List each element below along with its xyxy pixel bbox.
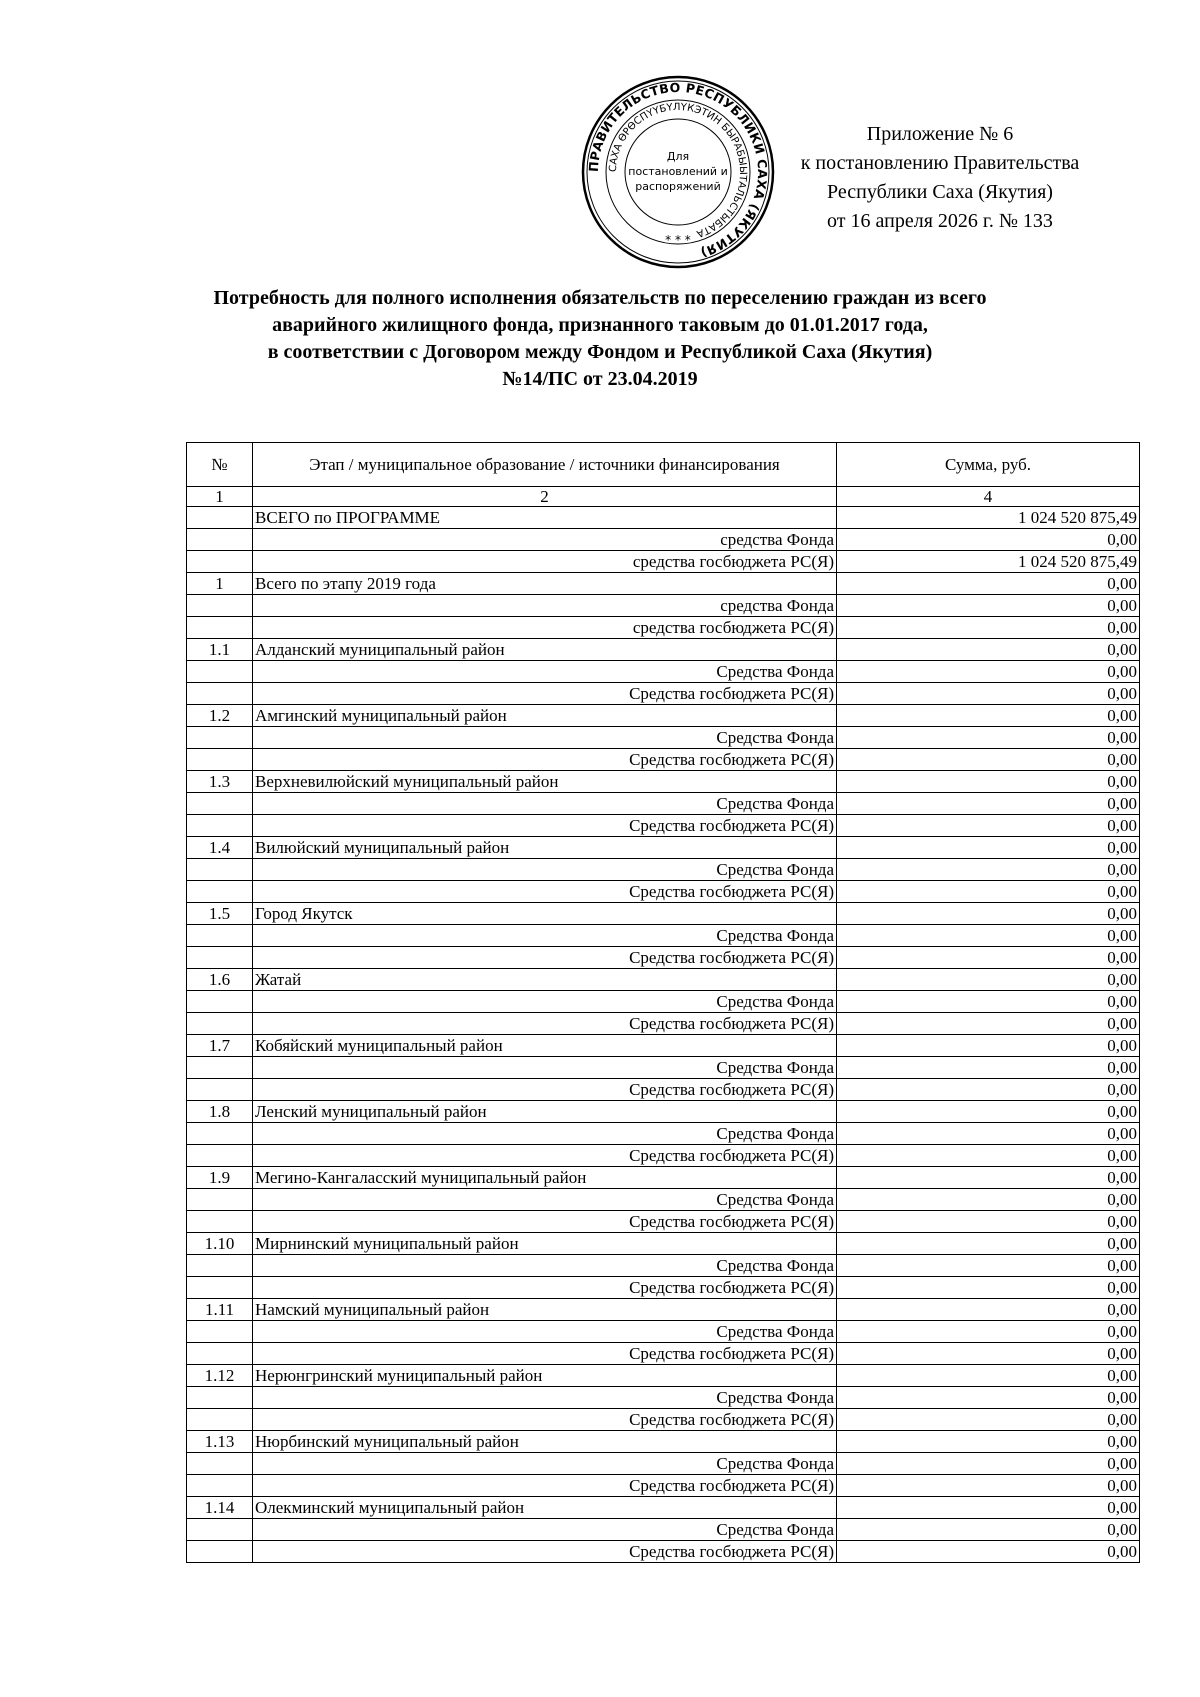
title-line-2: аварийного жилищного фонда, признанного таковым до 01.01.2017 года, (272, 314, 928, 336)
table-row (187, 1145, 1140, 1167)
row-sum: 0,00 (837, 881, 1140, 903)
table-row (187, 573, 1140, 595)
table-row (187, 859, 1140, 881)
table-row (187, 1079, 1140, 1101)
funding-source-label: средства Фонда (253, 595, 837, 617)
funding-table-body (187, 443, 1140, 1563)
row-number: 1.12 (187, 1365, 253, 1387)
row-number (187, 793, 253, 815)
row-number: 1.6 (187, 969, 253, 991)
row-label: ВСЕГО по ПРОГРАММЕ (253, 507, 837, 529)
row-label: Алданский муниципальный район (253, 639, 837, 661)
seal-outer-text: ПРАВИТЕЛЬСТВО РЕСПУБЛИКИ САХА (ЯКУТИЯ) (585, 79, 771, 261)
row-sum: 0,00 (837, 925, 1140, 947)
table-row (187, 837, 1140, 859)
row-sum: 0,00 (837, 1475, 1140, 1497)
table-row (187, 551, 1140, 573)
appendix-line-3: Республики Саха (Якутия) (827, 181, 1053, 203)
row-sum: 0,00 (837, 991, 1140, 1013)
row-sum: 1 024 520 875,49 (837, 551, 1140, 573)
table-header-row (187, 443, 1140, 487)
row-sum: 0,00 (837, 1519, 1140, 1541)
funding-source-label: Средства Фонда (253, 859, 837, 881)
row-number: 1.1 (187, 639, 253, 661)
table-row (187, 1453, 1140, 1475)
funding-source-label: Средства Фонда (253, 661, 837, 683)
table-row (187, 1123, 1140, 1145)
title-line-4: №14/ПС от 23.04.2019 (502, 368, 698, 390)
table-row (187, 903, 1140, 925)
row-sum: 0,00 (837, 1541, 1140, 1563)
row-sum: 1 024 520 875,49 (837, 507, 1140, 529)
row-number (187, 1277, 253, 1299)
row-number (187, 1013, 253, 1035)
appendix-line-2: к постановлению Правительства (800, 152, 1080, 174)
funding-source-label: Средства госбюджета РС(Я) (253, 1409, 837, 1431)
row-number (187, 1123, 253, 1145)
funding-source-label: Средства госбюджета РС(Я) (253, 881, 837, 903)
row-number (187, 1321, 253, 1343)
funding-source-label: Средства госбюджета РС(Я) (253, 1541, 837, 1563)
row-number (187, 1079, 253, 1101)
row-label: Всего по этапу 2019 года (253, 573, 837, 595)
table-row (187, 1277, 1140, 1299)
table-row (187, 1255, 1140, 1277)
row-sum: 0,00 (837, 1057, 1140, 1079)
row-sum: 0,00 (837, 947, 1140, 969)
table-row (187, 683, 1140, 705)
row-sum: 0,00 (837, 749, 1140, 771)
row-number (187, 859, 253, 881)
funding-source-label: Средства Фонда (253, 1123, 837, 1145)
row-sum: 0,00 (837, 859, 1140, 881)
table-row (187, 1189, 1140, 1211)
row-sum: 0,00 (837, 595, 1140, 617)
funding-source-label: Средства Фонда (253, 991, 837, 1013)
row-label: Нюрбинский муниципальный район (253, 1431, 837, 1453)
table-row (187, 529, 1140, 551)
row-number (187, 1189, 253, 1211)
row-number (187, 529, 253, 551)
row-number (187, 727, 253, 749)
row-sum: 0,00 (837, 1299, 1140, 1321)
table-row (187, 793, 1140, 815)
row-sum: 0,00 (837, 683, 1140, 705)
table-row (187, 1409, 1140, 1431)
table-row (187, 1299, 1140, 1321)
seal-center-line-2: постановлений и (628, 165, 728, 178)
row-label: Жатай (253, 969, 837, 991)
row-sum: 0,00 (837, 1431, 1140, 1453)
row-number (187, 661, 253, 683)
row-sum: 0,00 (837, 617, 1140, 639)
table-row (187, 1343, 1140, 1365)
table-row (187, 1497, 1140, 1519)
row-number (187, 991, 253, 1013)
row-label: Мирнинский муниципальный район (253, 1233, 837, 1255)
row-number (187, 1475, 253, 1497)
funding-source-label: Средства Фонда (253, 1453, 837, 1475)
row-number (187, 815, 253, 837)
funding-source-label: Средства госбюджета РС(Я) (253, 1145, 837, 1167)
funding-source-label: Средства Фонда (253, 793, 837, 815)
row-sum: 0,00 (837, 1387, 1140, 1409)
table-row (187, 815, 1140, 837)
funding-source-label: Средства госбюджета РС(Я) (253, 1079, 837, 1101)
funding-source-label: Средства госбюджета РС(Я) (253, 1343, 837, 1365)
table-row (187, 727, 1140, 749)
row-sum: 0,00 (837, 1167, 1140, 1189)
funding-source-label: Средства Фонда (253, 1255, 837, 1277)
table-row (187, 881, 1140, 903)
row-sum: 0,00 (837, 573, 1140, 595)
appendix-line-1: Приложение № 6 (866, 123, 1014, 145)
row-sum: 0,00 (837, 1233, 1140, 1255)
row-number: 1 (187, 573, 253, 595)
row-number (187, 683, 253, 705)
row-label: Ленский муниципальный район (253, 1101, 837, 1123)
row-label: Нерюнгринский муниципальный район (253, 1365, 837, 1387)
row-number (187, 1519, 253, 1541)
title-line-1: Потребность для полного исполнения обязательств по переселению граждан из всего (213, 287, 987, 309)
table-row (187, 1519, 1140, 1541)
row-number (187, 1145, 253, 1167)
row-label: Верхневилюйский муниципальный район (253, 771, 837, 793)
row-number (187, 1453, 253, 1475)
table-row (187, 1541, 1140, 1563)
table-row (187, 1321, 1140, 1343)
table-row (187, 1057, 1140, 1079)
column-number-1: 1 (187, 487, 253, 507)
row-sum: 0,00 (837, 1035, 1140, 1057)
table-row (187, 1035, 1140, 1057)
row-number: 1.13 (187, 1431, 253, 1453)
table-row (187, 661, 1140, 683)
table-row (187, 617, 1140, 639)
row-number (187, 947, 253, 969)
table-row (187, 639, 1140, 661)
row-number: 1.4 (187, 837, 253, 859)
seal-center-line-1: Для (666, 150, 690, 163)
row-sum: 0,00 (837, 1189, 1140, 1211)
funding-source-label: Средства госбюджета РС(Я) (253, 1211, 837, 1233)
row-number: 1.5 (187, 903, 253, 925)
row-sum: 0,00 (837, 639, 1140, 661)
row-label: Город Якутск (253, 903, 837, 925)
header-sum: Сумма, руб. (837, 443, 1140, 487)
row-sum: 0,00 (837, 727, 1140, 749)
funding-source-label: средства госбюджета РС(Я) (253, 617, 837, 639)
row-number: 1.14 (187, 1497, 253, 1519)
header-num: № (187, 443, 253, 487)
row-number: 1.10 (187, 1233, 253, 1255)
row-label: Вилюйский муниципальный район (253, 837, 837, 859)
row-sum: 0,00 (837, 771, 1140, 793)
funding-source-label: Средства Фонда (253, 1321, 837, 1343)
header-name: Этап / муниципальное образование / источники финансирования (253, 443, 837, 487)
funding-source-label: Средства Фонда (253, 727, 837, 749)
seal-center-line-3: распоряжений (635, 180, 721, 193)
title-line-3: в соответствии с Договором между Фондом и Республикой Саха (Якутия) (267, 341, 933, 363)
table-row (187, 595, 1140, 617)
funding-source-label: Средства госбюджета РС(Я) (253, 1277, 837, 1299)
official-seal (580, 74, 776, 270)
column-number-3: 4 (837, 487, 1140, 507)
table-row (187, 1475, 1140, 1497)
funding-source-label: Средства госбюджета РС(Я) (253, 815, 837, 837)
row-label: Кобяйский муниципальный район (253, 1035, 837, 1057)
table-row (187, 771, 1140, 793)
row-number (187, 1255, 253, 1277)
row-sum: 0,00 (837, 1321, 1140, 1343)
row-label: Мегино-Кангаласский муниципальный район (253, 1167, 837, 1189)
appendix-header (790, 120, 1090, 236)
row-sum: 0,00 (837, 1101, 1140, 1123)
funding-source-label: средства госбюджета РС(Я) (253, 551, 837, 573)
row-number: 1.2 (187, 705, 253, 727)
row-number (187, 617, 253, 639)
row-sum: 0,00 (837, 661, 1140, 683)
funding-source-label: Средства госбюджета РС(Я) (253, 683, 837, 705)
funding-source-label: Средства Фонда (253, 925, 837, 947)
funding-source-label: Средства госбюджета РС(Я) (253, 749, 837, 771)
row-number (187, 749, 253, 771)
row-sum: 0,00 (837, 1497, 1140, 1519)
row-number (187, 1057, 253, 1079)
row-sum: 0,00 (837, 1409, 1140, 1431)
table-row (187, 705, 1140, 727)
table-row (187, 925, 1140, 947)
row-number (187, 1211, 253, 1233)
row-number (187, 1541, 253, 1563)
row-number: 1.3 (187, 771, 253, 793)
funding-source-label: средства Фонда (253, 529, 837, 551)
row-sum: 0,00 (837, 1211, 1140, 1233)
table-row (187, 1167, 1140, 1189)
table-row (187, 1013, 1140, 1035)
table-row (187, 969, 1140, 991)
row-number (187, 1387, 253, 1409)
row-sum: 0,00 (837, 1079, 1140, 1101)
row-number (187, 1409, 253, 1431)
table-row (187, 991, 1140, 1013)
funding-source-label: Средства госбюджета РС(Я) (253, 1013, 837, 1035)
row-number (187, 551, 253, 573)
table-row (187, 1387, 1140, 1409)
row-sum: 0,00 (837, 1453, 1140, 1475)
row-number (187, 507, 253, 529)
document-title (150, 285, 1050, 393)
row-sum: 0,00 (837, 837, 1140, 859)
row-sum: 0,00 (837, 705, 1140, 727)
row-sum: 0,00 (837, 1013, 1140, 1035)
appendix-line-4: от 16 апреля 2026 г. № 133 (827, 210, 1053, 232)
table-row (187, 1233, 1140, 1255)
row-number: 1.11 (187, 1299, 253, 1321)
funding-source-label: Средства Фонда (253, 1057, 837, 1079)
row-number (187, 925, 253, 947)
funding-source-label: Средства госбюджета РС(Я) (253, 947, 837, 969)
funding-source-label: Средства госбюджета РС(Я) (253, 1475, 837, 1497)
funding-table (186, 442, 1140, 1563)
row-label: Амгинский муниципальный район (253, 705, 837, 727)
row-number (187, 1343, 253, 1365)
row-label: Намский муниципальный район (253, 1299, 837, 1321)
table-row (187, 507, 1140, 529)
table-row (187, 749, 1140, 771)
seal-inner-text: САХА ӨРӨСПҮҮБҮЛҮКЭТИН БЫРАБЫЫТАЛЬСТЫБАТА (607, 101, 749, 239)
row-sum: 0,00 (837, 1365, 1140, 1387)
column-number-row (187, 487, 1140, 507)
row-sum: 0,00 (837, 815, 1140, 837)
row-sum: 0,00 (837, 1277, 1140, 1299)
row-number: 1.7 (187, 1035, 253, 1057)
row-sum: 0,00 (837, 1343, 1140, 1365)
row-sum: 0,00 (837, 969, 1140, 991)
table-row (187, 1101, 1140, 1123)
row-number: 1.8 (187, 1101, 253, 1123)
table-row (187, 1211, 1140, 1233)
row-number (187, 595, 253, 617)
table-row (187, 1431, 1140, 1453)
row-sum: 0,00 (837, 529, 1140, 551)
column-number-2: 2 (253, 487, 837, 507)
row-number (187, 881, 253, 903)
row-sum: 0,00 (837, 793, 1140, 815)
seal-stars: * * * (665, 233, 691, 247)
table-row (187, 1365, 1140, 1387)
row-sum: 0,00 (837, 1145, 1140, 1167)
row-label: Олекминский муниципальный район (253, 1497, 837, 1519)
table-row (187, 947, 1140, 969)
funding-source-label: Средства Фонда (253, 1189, 837, 1211)
row-number: 1.9 (187, 1167, 253, 1189)
row-sum: 0,00 (837, 1255, 1140, 1277)
funding-source-label: Средства Фонда (253, 1387, 837, 1409)
row-sum: 0,00 (837, 903, 1140, 925)
funding-source-label: Средства Фонда (253, 1519, 837, 1541)
row-sum: 0,00 (837, 1123, 1140, 1145)
